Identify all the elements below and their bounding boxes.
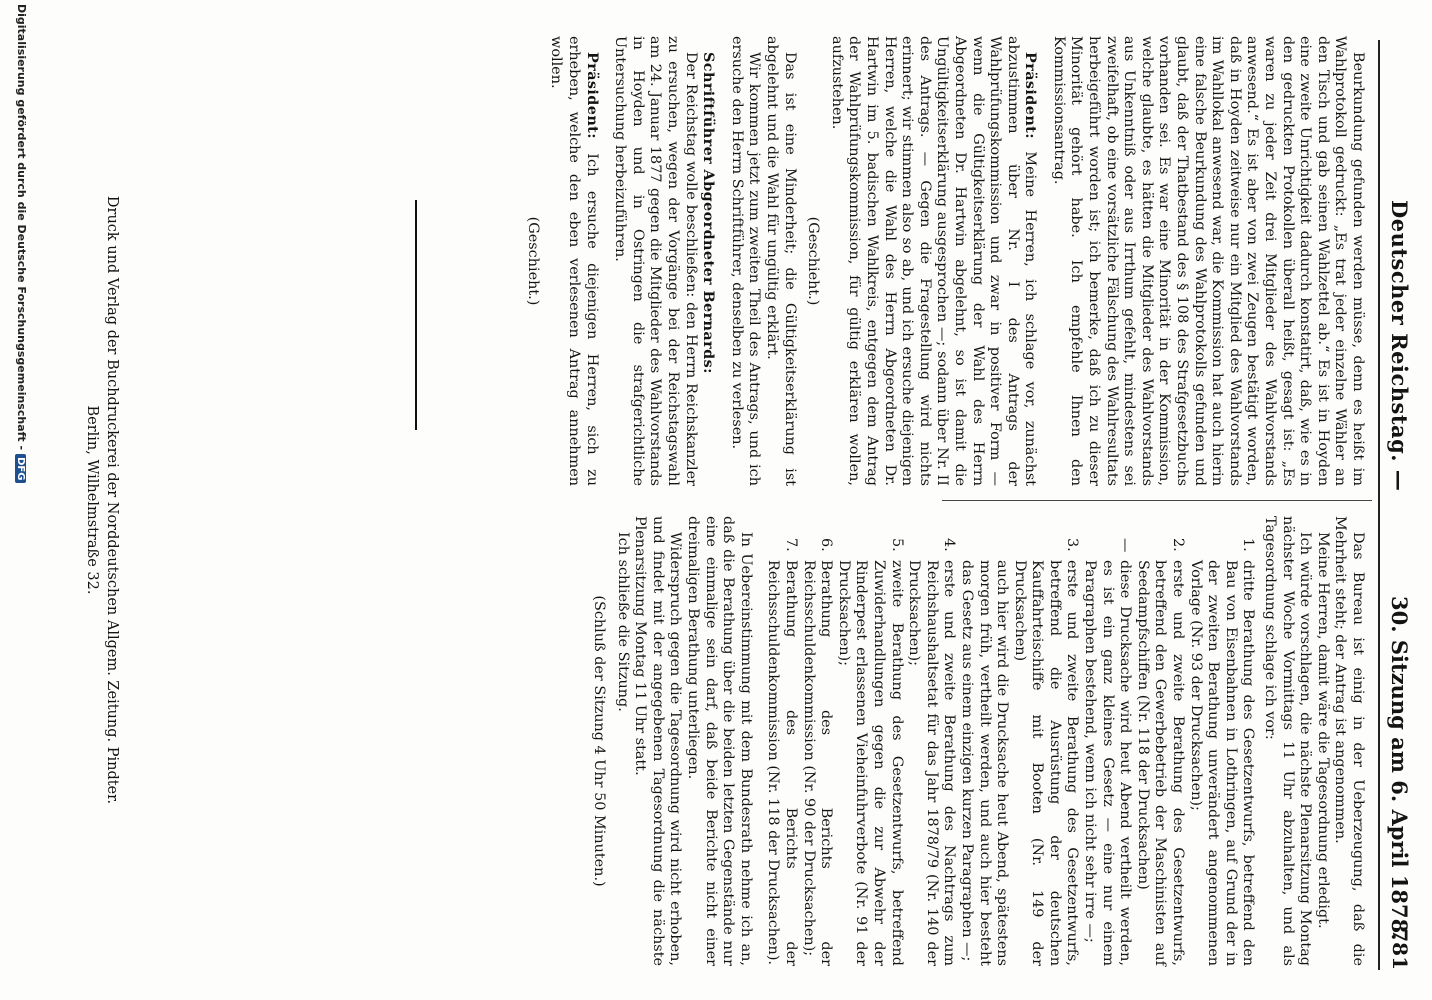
page-number: 781 bbox=[1388, 928, 1412, 970]
motion-text: Der Reichstag wolle beschließen: den Herrn Reichskanzler zu ersuchen, wegen der Vorgänge bei der Reichstagswahl am 24. Januar 1877 gegen die Mitglieder des Wahlvorstands in Hoyden und in Ostringen die strafgerichtliche Untersuchung herbeizuführen. bbox=[612, 36, 699, 486]
paragraph bbox=[827, 36, 1039, 486]
paragraph bbox=[699, 36, 718, 486]
paragraph: Beurkundung gefunden werden müsse, denn es heißt im Wahlprotokoll gedruckt: „Es trat jeder einzelne Wähler an den Tisch und gab seinen Wahlzettel ab.“ Es ist in Hoyden eine zweite Unrichtigkeit dadurch konstatirt, daß, wie es in den gedruckten Protokollen überall heißt, gesagt ist: „Es waren zu jeder Zeit drei Mitglieder des Wahlvorstands anwesend.“ Es ist aber von zwei Zeugen bestätigt worden, daß in Hoyden zeitweise nur ein Mitglied des Wahlvorstands im Wahllokal anwesend war, die Kommission hat auch hierin eine falsche Beurkundung des Wahlprotokolls gefunden und glaubt, daß der Thatbestand des § 108 des Strafgesetzbuchs vorhanden sei. Es war eine Minorität in der Kommission, welche glaubte, es hätten die Mitglieder des Wahlvorstands aus Unkenntniß oder aus Irrthum gefehlt, mindestens sei zweifelhaft, ob eine vorsätzliche Fälschung des Wahlresultats herbeigeführt worden ist; ich bemerke, daß ich zu dieser Minorität gehört habe. Ich empfehle Ihnen den Kommissionsantrag. bbox=[1050, 36, 1366, 486]
agenda-item-number: 1. bbox=[1240, 538, 1257, 552]
page-header-session: 30. Sitzung am 6. April 1878. bbox=[1387, 596, 1412, 941]
header-rule bbox=[1378, 40, 1380, 970]
agenda-list bbox=[764, 516, 1257, 966]
session-closing-note: (Schluß der Sitzung 4 Uhr 50 Minuten.) bbox=[591, 595, 608, 887]
speaker-name: Präsident: bbox=[1022, 52, 1040, 139]
right-column bbox=[583, 516, 1366, 966]
speech-text: Ich ersuche diejenigen Herren, sich zu erheben, welche den eben verlesenen Antrag annehmen wollen. bbox=[548, 36, 600, 486]
agenda-item-text: zweite Berathung des Gesetzentwurfs, betreffend Zuwiderhandlungen gegen die zur Abwehr der Rinderpest erlassenen Vieheinfuhrverbote (Nr. 91 der Drucksachen); bbox=[835, 560, 905, 966]
agenda-item-number: 5. bbox=[888, 538, 905, 552]
agenda-item-text: Berathung des Berichts der Reichsschuldenkommission (Nr. 118 der Drucksachen). bbox=[765, 560, 799, 966]
printer-address: Berlin, Wilhelmstraße 32. bbox=[84, 405, 100, 595]
agenda-item bbox=[834, 516, 904, 966]
agenda-item-text: erste und zweite Berathung des Nachtrags zum Reichshaushaltsetat für das Jahr 1878/79 (Nr. 140 der Drucksachen); bbox=[906, 560, 958, 966]
page-header-title: Deutscher Reichstag. — bbox=[1387, 200, 1412, 492]
column-divider bbox=[942, 500, 1372, 501]
agenda-item-text: erste und zweite Berathung des Gesetzentwurfs, betreffend die Ausrüstung der deutschen Kauffahrteischiffe mit Booten (Nr. 149 der Drucksachen) bbox=[1011, 560, 1081, 966]
left-column bbox=[517, 36, 1366, 486]
speech-text: Meine Herren, ich schlage vor, zunächst abzustimmen über Nr. I des Antrags der Wahlprüfungskommission und zwar in positiver Form — wenn die Gültigkeitserklärung der Wahl des Herrn Abgeordneten Dr. Hartwin abgelehnt, so ist damit die Ungültigkeitserklärung ausgesprochen —; sodann über Nr. II des Antrags. — Gegen die Fragestellung wird nichts erinnert; wir stimmen also so ab, und ich ersuche diejenigen Herren, welche die Wahl des Herrn Abgeordneten Dr. Hartwin im 5. badischen Wahlkreis, entgegen dem Antrag der Wahlprüfungskommission, für gültig erklären wollen, aufzustehen. bbox=[828, 36, 1039, 487]
printer-imprint: Druck und Verlag der Buchdruckerei der Norddeutschen Allgem. Zeitung. Pindter. bbox=[104, 195, 120, 805]
agenda-item-number: 3. bbox=[1064, 538, 1081, 552]
paragraph: Widerspruch gegen die Tagesordnung wird nicht erhoben, und findet mit der angegebenen Tagesordnung die nächste Plenarsitzung Montag 11 Uhr statt. bbox=[632, 516, 684, 966]
agenda-item-text: Berathung des Berichts der Reichsschuldenkommission (Nr. 90 der Drucksachen); bbox=[800, 560, 835, 966]
digitization-credit bbox=[15, 0, 28, 1000]
agenda-item-text: erste und zweite Berathung des Gesetzentwurfs, betreffend den Gewerbebetrieb der Maschinisten auf Seedampfschiffen (Nr. 118 der Drucksachen) bbox=[1134, 560, 1187, 966]
paragraph: Ich würde vorschlagen, die nächste Plenarsitzung Montag nächster Woche Vormittags 11 Uhr abzuhalten, und als Tagesordnung schlage ich vor: bbox=[1262, 516, 1314, 966]
agenda-item bbox=[1133, 516, 1186, 966]
agenda-item bbox=[905, 516, 958, 966]
agenda-item bbox=[1186, 516, 1256, 966]
agenda-item-text: diese Drucksache wird heut Abend vertheilt werden, es ist ein ganz kleines Gesetz — eine nur einem Paragraphen bestehend, wenn ich nicht sehr irre —; bbox=[1082, 560, 1134, 966]
dfg-logo-icon: DFG bbox=[15, 454, 26, 483]
paragraph: Das Bureau ist einig in der Ueberzeugung, daß die Mehrheit steht; der Antrag ist angenommen. bbox=[1332, 516, 1366, 966]
agenda-item bbox=[957, 516, 1010, 966]
agenda-item-number: — bbox=[1117, 538, 1134, 553]
stage-note: (Geschieht.) bbox=[524, 216, 541, 306]
agenda-item-number: 2. bbox=[1170, 538, 1187, 552]
agenda-item bbox=[1081, 516, 1134, 966]
agenda-item-number: 7. bbox=[783, 538, 799, 552]
credit-text: Digitalisierung gefördert durch die Deutsche Forschungsgemeinschaft - bbox=[15, 4, 28, 451]
agenda-item-number: 4. bbox=[941, 538, 958, 552]
agenda-item-number: 6. bbox=[818, 538, 835, 552]
speaker-name: Schriftführer Abgeordneter Bernards: bbox=[700, 52, 718, 374]
agenda-item-text: dritte Berathung des Gesetzentwurfs, betreffend den Bau von Eisenbahnen in Lothringen, auf Grund der in der zweiten Berathung unverändert angenommenen Vorlage (Nr. 93 der Drucksachen); bbox=[1187, 560, 1257, 966]
paragraph: Wir kommen jetzt zum zweiten Theil des Antrags, und ich ersuche den Herrn Schriftführer, denselben zu verlesen. bbox=[728, 36, 763, 486]
paragraph: Das ist eine Minderheit; die Gültigkeitserklärung ist abgelehnt und die Wahl für ungültig erklärt. bbox=[764, 36, 798, 486]
speaker-name: Präsident: bbox=[583, 52, 601, 139]
agenda-item bbox=[1010, 516, 1080, 966]
agenda-item bbox=[799, 516, 834, 966]
stage-note: (Geschieht.) bbox=[805, 216, 822, 306]
agenda-item-text: auch hier wird die Drucksache heut Abend, spätestens morgen früh, vertheilt werden, und auch hier besteht das Gesetz aus einem einzigen kurzen Paragraphen —; bbox=[958, 560, 1011, 966]
paragraph: In Uebereinstimmung mit dem Bundesrath nehme ich an, daß die Berathung über die beiden letzten Gegenstände nur eine einmalige sein darf, daß beide Berichte nicht einer dreimaligen Berathung unterliegen. bbox=[685, 516, 754, 966]
paragraph bbox=[547, 36, 601, 486]
end-rule bbox=[415, 200, 417, 430]
paragraph: Meine Herren, damit wäre die Tagesordnung erledigt. bbox=[1314, 532, 1331, 929]
paragraph: Ich schließe die Sitzung. bbox=[614, 532, 631, 712]
agenda-item bbox=[764, 516, 799, 966]
